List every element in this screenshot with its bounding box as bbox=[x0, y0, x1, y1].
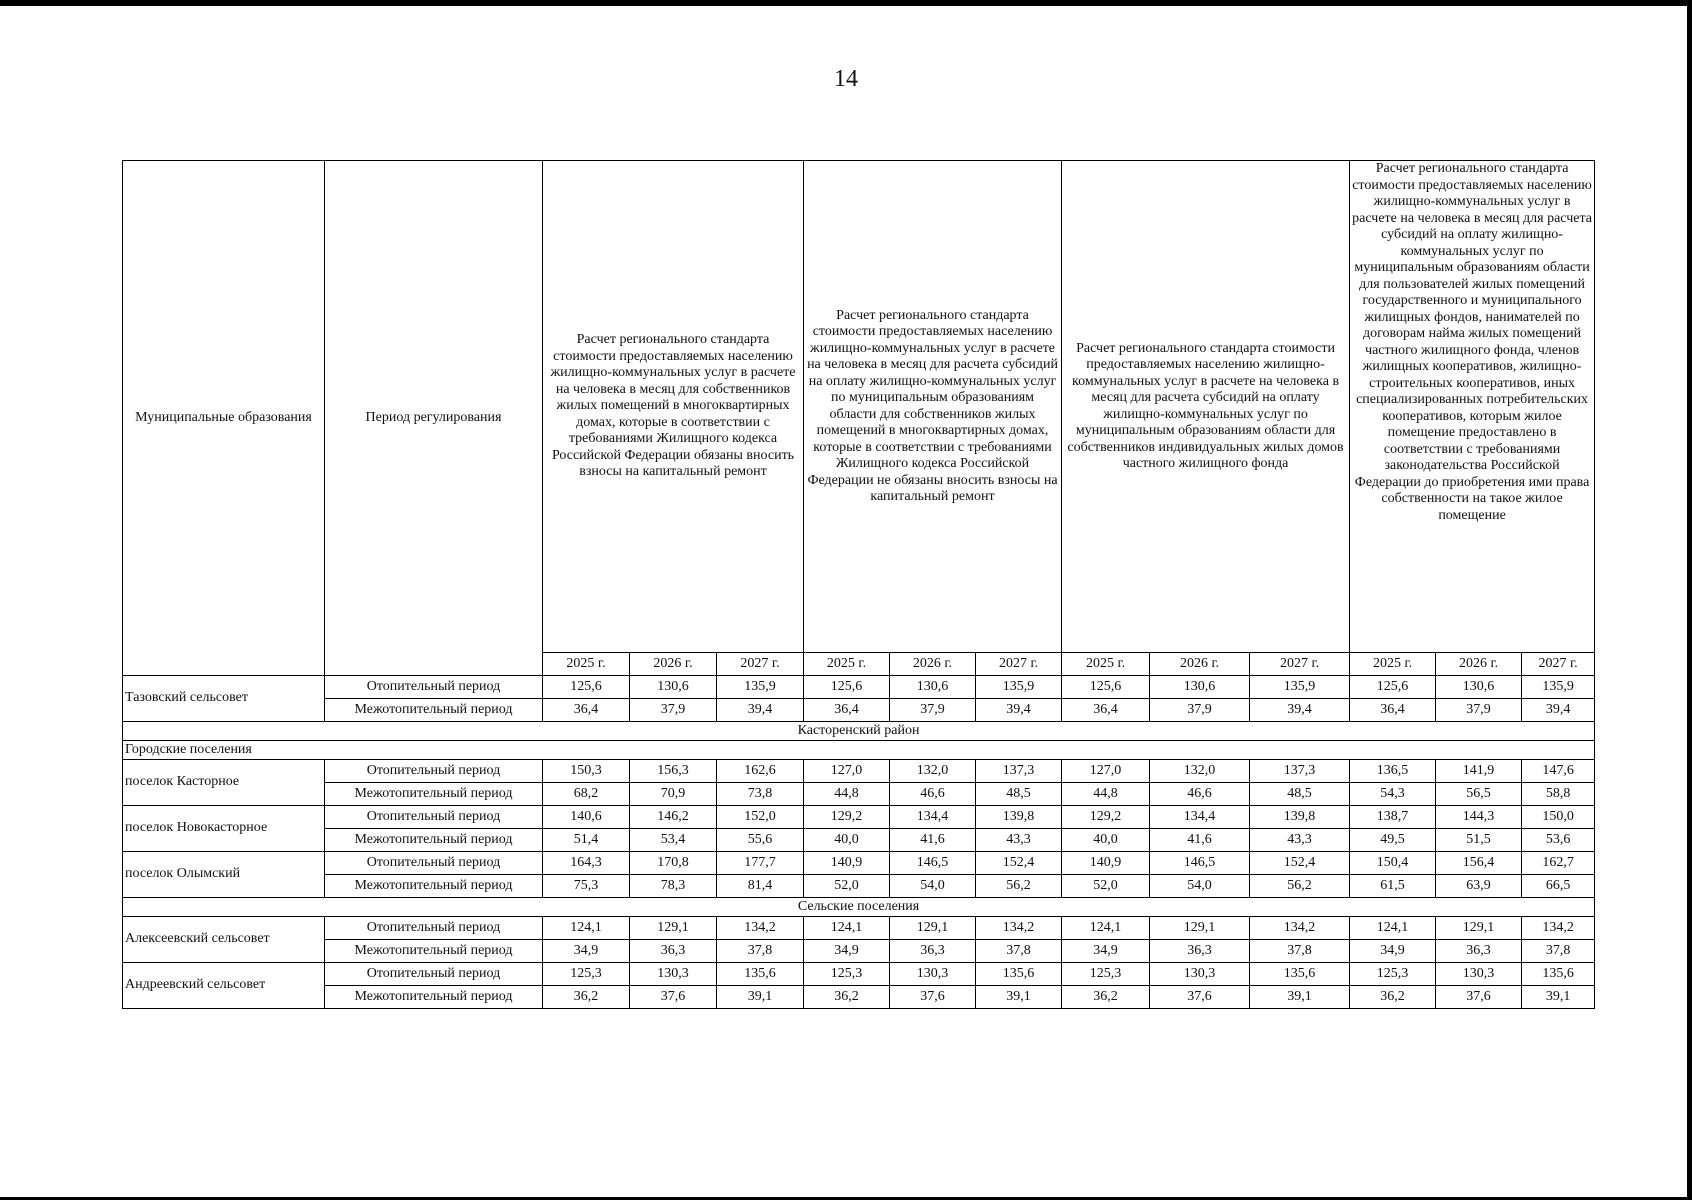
value-cell: 58,8 bbox=[1522, 783, 1595, 806]
value-cell: 39,4 bbox=[976, 699, 1062, 722]
municipality-name: поселок Олымский bbox=[123, 852, 325, 898]
table-row bbox=[123, 986, 1595, 1009]
district-label: Сельские поселения bbox=[123, 898, 1595, 917]
section-row bbox=[123, 741, 1595, 760]
value-cell: 52,0 bbox=[1062, 875, 1150, 898]
header-group-1: Расчет регионального стандарта стоимости предоставляемых населению жилищно-коммунальных услуг в расчете на человека в месяц для собственников жилых помещений в многоквартирных домах, которые в соответствии с требованиями Жилищного кодекса Российской Федерации обязаны вносить взносы на капитальный ремонт bbox=[543, 161, 804, 653]
year-header: 2027 г. bbox=[976, 653, 1062, 676]
value-cell: 39,1 bbox=[717, 986, 804, 1009]
value-cell: 134,4 bbox=[1150, 806, 1250, 829]
value-cell: 162,6 bbox=[717, 760, 804, 783]
period-label: Отопительный период bbox=[325, 676, 543, 699]
value-cell: 129,1 bbox=[1150, 917, 1250, 940]
value-cell: 132,0 bbox=[890, 760, 976, 783]
header-group-4: Расчет регионального стандарта стоимости предоставляемых населению жилищно-коммунальных услуг в расчете на человека в месяц для расчета субсидий на оплату жилищно-коммунальных услуг по муниципальным образованиям области для пользователей жилых помещений государственного и муниципального жилищных фондов, нанимателей по договорам найма жилых помещений частного жилищного фонда, членов жилищных кооперативов, жилищно-строительных кооперативов, иных специализированных потребительских кооперативов, которым жилое помещение предоставлено в соответствии с требованиями законодательства Российской Федерации до приобретения ими права собственности на такое жилое помещение bbox=[1350, 161, 1595, 653]
value-cell: 34,9 bbox=[1350, 940, 1436, 963]
year-header: 2025 г. bbox=[543, 653, 630, 676]
value-cell: 39,4 bbox=[1522, 699, 1595, 722]
value-cell: 34,9 bbox=[804, 940, 890, 963]
value-cell: 68,2 bbox=[543, 783, 630, 806]
table-row bbox=[123, 852, 1595, 875]
value-cell: 75,3 bbox=[543, 875, 630, 898]
value-cell: 46,6 bbox=[1150, 783, 1250, 806]
scan-right-border bbox=[1687, 0, 1692, 1200]
value-cell: 39,4 bbox=[717, 699, 804, 722]
value-cell: 43,3 bbox=[976, 829, 1062, 852]
value-cell: 139,8 bbox=[1250, 806, 1350, 829]
value-cell: 37,6 bbox=[890, 986, 976, 1009]
value-cell: 134,2 bbox=[717, 917, 804, 940]
value-cell: 132,0 bbox=[1150, 760, 1250, 783]
value-cell: 36,4 bbox=[1062, 699, 1150, 722]
period-label: Отопительный период bbox=[325, 760, 543, 783]
value-cell: 78,3 bbox=[630, 875, 717, 898]
value-cell: 177,7 bbox=[717, 852, 804, 875]
district-label: Касторенский район bbox=[123, 722, 1595, 741]
value-cell: 135,6 bbox=[1250, 963, 1350, 986]
value-cell: 136,5 bbox=[1350, 760, 1436, 783]
value-cell: 55,6 bbox=[717, 829, 804, 852]
value-cell: 36,4 bbox=[804, 699, 890, 722]
value-cell: 140,9 bbox=[1062, 852, 1150, 875]
value-cell: 41,6 bbox=[1150, 829, 1250, 852]
value-cell: 37,6 bbox=[1150, 986, 1250, 1009]
value-cell: 44,8 bbox=[1062, 783, 1150, 806]
value-cell: 137,3 bbox=[1250, 760, 1350, 783]
value-cell: 150,3 bbox=[543, 760, 630, 783]
year-header: 2025 г. bbox=[1350, 653, 1436, 676]
year-header: 2027 г. bbox=[1250, 653, 1350, 676]
value-cell: 130,3 bbox=[1436, 963, 1522, 986]
value-cell: 140,6 bbox=[543, 806, 630, 829]
period-label: Межотопительный период bbox=[325, 875, 543, 898]
period-label: Межотопительный период bbox=[325, 940, 543, 963]
value-cell: 146,5 bbox=[1150, 852, 1250, 875]
value-cell: 39,1 bbox=[1250, 986, 1350, 1009]
table-body bbox=[123, 676, 1595, 1009]
period-label: Межотопительный период bbox=[325, 699, 543, 722]
value-cell: 135,6 bbox=[1522, 963, 1595, 986]
value-cell: 36,2 bbox=[543, 986, 630, 1009]
value-cell: 36,2 bbox=[804, 986, 890, 1009]
value-cell: 36,3 bbox=[1436, 940, 1522, 963]
value-cell: 46,6 bbox=[890, 783, 976, 806]
period-label: Отопительный период bbox=[325, 806, 543, 829]
value-cell: 37,8 bbox=[1522, 940, 1595, 963]
value-cell: 130,3 bbox=[630, 963, 717, 986]
municipality-name: Андреевский сельсовет bbox=[123, 963, 325, 1009]
municipality-name: Алексеевский сельсовет bbox=[123, 917, 325, 963]
value-cell: 129,1 bbox=[1436, 917, 1522, 940]
value-cell: 41,6 bbox=[890, 829, 976, 852]
value-cell: 146,5 bbox=[890, 852, 976, 875]
value-cell: 134,4 bbox=[890, 806, 976, 829]
value-cell: 39,1 bbox=[976, 986, 1062, 1009]
value-cell: 56,2 bbox=[1250, 875, 1350, 898]
year-header: 2025 г. bbox=[1062, 653, 1150, 676]
header-municipality: Муниципальные образования bbox=[123, 161, 325, 676]
value-cell: 70,9 bbox=[630, 783, 717, 806]
period-label: Межотопительный период bbox=[325, 986, 543, 1009]
value-cell: 37,8 bbox=[1250, 940, 1350, 963]
table-row bbox=[123, 676, 1595, 699]
value-cell: 34,9 bbox=[1062, 940, 1150, 963]
value-cell: 125,6 bbox=[1350, 676, 1436, 699]
value-cell: 152,4 bbox=[1250, 852, 1350, 875]
value-cell: 135,9 bbox=[717, 676, 804, 699]
value-cell: 164,3 bbox=[543, 852, 630, 875]
value-cell: 124,1 bbox=[1350, 917, 1436, 940]
value-cell: 37,6 bbox=[630, 986, 717, 1009]
value-cell: 162,7 bbox=[1522, 852, 1595, 875]
table-row bbox=[123, 783, 1595, 806]
value-cell: 53,6 bbox=[1522, 829, 1595, 852]
value-cell: 40,0 bbox=[804, 829, 890, 852]
value-cell: 39,4 bbox=[1250, 699, 1350, 722]
value-cell: 54,0 bbox=[1150, 875, 1250, 898]
value-cell: 152,0 bbox=[717, 806, 804, 829]
value-cell: 56,2 bbox=[976, 875, 1062, 898]
scan-top-border bbox=[0, 0, 1692, 6]
value-cell: 130,3 bbox=[890, 963, 976, 986]
value-cell: 134,2 bbox=[1522, 917, 1595, 940]
value-cell: 140,9 bbox=[804, 852, 890, 875]
value-cell: 37,8 bbox=[976, 940, 1062, 963]
year-header: 2025 г. bbox=[804, 653, 890, 676]
value-cell: 44,8 bbox=[804, 783, 890, 806]
value-cell: 36,3 bbox=[1150, 940, 1250, 963]
value-cell: 52,0 bbox=[804, 875, 890, 898]
year-header: 2026 г. bbox=[890, 653, 976, 676]
period-label: Отопительный период bbox=[325, 852, 543, 875]
value-cell: 36,2 bbox=[1350, 986, 1436, 1009]
value-cell: 49,5 bbox=[1350, 829, 1436, 852]
value-cell: 37,9 bbox=[1150, 699, 1250, 722]
value-cell: 124,1 bbox=[804, 917, 890, 940]
value-cell: 134,2 bbox=[976, 917, 1062, 940]
value-cell: 56,5 bbox=[1436, 783, 1522, 806]
table-row bbox=[123, 829, 1595, 852]
year-header: 2026 г. bbox=[630, 653, 717, 676]
value-cell: 37,9 bbox=[1436, 699, 1522, 722]
value-cell: 51,5 bbox=[1436, 829, 1522, 852]
value-cell: 125,3 bbox=[1062, 963, 1150, 986]
value-cell: 130,6 bbox=[630, 676, 717, 699]
value-cell: 135,6 bbox=[717, 963, 804, 986]
header-group-2: Расчет регионального стандарта стоимости предоставляемых населению жилищно-коммунальных услуг в расчете на человека в месяц для расчета субсидий на оплату жилищно-коммунальных услуг по муниципальным образованиям области для собственников жилых помещений в многоквартирных домах, которые в соответствии с требованиями Жилищного кодекса Российской Федерации не обязаны вносить взносы на капитальный ремонт bbox=[804, 161, 1062, 653]
section-label: Городские поселения bbox=[123, 741, 1595, 760]
value-cell: 36,2 bbox=[1062, 986, 1150, 1009]
value-cell: 63,9 bbox=[1436, 875, 1522, 898]
value-cell: 43,3 bbox=[1250, 829, 1350, 852]
value-cell: 36,3 bbox=[630, 940, 717, 963]
district-row bbox=[123, 722, 1595, 741]
value-cell: 36,4 bbox=[1350, 699, 1436, 722]
value-cell: 125,6 bbox=[1062, 676, 1150, 699]
value-cell: 125,3 bbox=[1350, 963, 1436, 986]
value-cell: 54,3 bbox=[1350, 783, 1436, 806]
year-header: 2027 г. bbox=[717, 653, 804, 676]
table-row bbox=[123, 760, 1595, 783]
value-cell: 37,9 bbox=[890, 699, 976, 722]
year-header: 2026 г. bbox=[1150, 653, 1250, 676]
value-cell: 130,6 bbox=[890, 676, 976, 699]
value-cell: 53,4 bbox=[630, 829, 717, 852]
value-cell: 34,9 bbox=[543, 940, 630, 963]
value-cell: 147,6 bbox=[1522, 760, 1595, 783]
district-row bbox=[123, 898, 1595, 917]
period-label: Межотопительный период bbox=[325, 829, 543, 852]
value-cell: 138,7 bbox=[1350, 806, 1436, 829]
value-cell: 135,9 bbox=[1250, 676, 1350, 699]
period-label: Отопительный период bbox=[325, 963, 543, 986]
value-cell: 124,1 bbox=[543, 917, 630, 940]
table-row bbox=[123, 875, 1595, 898]
value-cell: 125,3 bbox=[543, 963, 630, 986]
value-cell: 135,9 bbox=[1522, 676, 1595, 699]
value-cell: 152,4 bbox=[976, 852, 1062, 875]
value-cell: 129,2 bbox=[804, 806, 890, 829]
municipality-name: поселок Касторное bbox=[123, 760, 325, 806]
value-cell: 130,6 bbox=[1436, 676, 1522, 699]
value-cell: 54,0 bbox=[890, 875, 976, 898]
table-row bbox=[123, 917, 1595, 940]
value-cell: 37,8 bbox=[717, 940, 804, 963]
header-period: Период регулирования bbox=[325, 161, 543, 676]
value-cell: 37,9 bbox=[630, 699, 717, 722]
period-label: Межотопительный период bbox=[325, 783, 543, 806]
municipality-name: Тазовский сельсовет bbox=[123, 676, 325, 722]
municipality-name: поселок Новокасторное bbox=[123, 806, 325, 852]
value-cell: 135,6 bbox=[976, 963, 1062, 986]
value-cell: 37,6 bbox=[1436, 986, 1522, 1009]
value-cell: 129,1 bbox=[890, 917, 976, 940]
value-cell: 139,8 bbox=[976, 806, 1062, 829]
value-cell: 156,3 bbox=[630, 760, 717, 783]
value-cell: 36,3 bbox=[890, 940, 976, 963]
value-cell: 51,4 bbox=[543, 829, 630, 852]
value-cell: 125,6 bbox=[804, 676, 890, 699]
value-cell: 129,1 bbox=[630, 917, 717, 940]
value-cell: 129,2 bbox=[1062, 806, 1150, 829]
tariff-table bbox=[122, 160, 1595, 1009]
value-cell: 170,8 bbox=[630, 852, 717, 875]
table-row bbox=[123, 940, 1595, 963]
value-cell: 130,6 bbox=[1150, 676, 1250, 699]
header-group-3: Расчет регионального стандарта стоимости предоставляемых населению жилищно-коммунальных услуг в расчете на человека в месяц для расчета субсидий на оплату жилищно-коммунальных услуг по муниципальным образованиям области для собственников индивидуальных жилых домов частного жилищного фонда bbox=[1062, 161, 1350, 653]
value-cell: 61,5 bbox=[1350, 875, 1436, 898]
value-cell: 39,1 bbox=[1522, 986, 1595, 1009]
value-cell: 127,0 bbox=[1062, 760, 1150, 783]
value-cell: 156,4 bbox=[1436, 852, 1522, 875]
value-cell: 134,2 bbox=[1250, 917, 1350, 940]
table-row bbox=[123, 699, 1595, 722]
value-cell: 40,0 bbox=[1062, 829, 1150, 852]
value-cell: 141,9 bbox=[1436, 760, 1522, 783]
value-cell: 150,4 bbox=[1350, 852, 1436, 875]
value-cell: 130,3 bbox=[1150, 963, 1250, 986]
value-cell: 125,6 bbox=[543, 676, 630, 699]
value-cell: 124,1 bbox=[1062, 917, 1150, 940]
value-cell: 66,5 bbox=[1522, 875, 1595, 898]
value-cell: 150,0 bbox=[1522, 806, 1595, 829]
value-cell: 137,3 bbox=[976, 760, 1062, 783]
year-header: 2026 г. bbox=[1436, 653, 1522, 676]
value-cell: 48,5 bbox=[976, 783, 1062, 806]
table-row bbox=[123, 806, 1595, 829]
period-label: Отопительный период bbox=[325, 917, 543, 940]
value-cell: 127,0 bbox=[804, 760, 890, 783]
value-cell: 135,9 bbox=[976, 676, 1062, 699]
value-cell: 144,3 bbox=[1436, 806, 1522, 829]
value-cell: 81,4 bbox=[717, 875, 804, 898]
value-cell: 125,3 bbox=[804, 963, 890, 986]
value-cell: 48,5 bbox=[1250, 783, 1350, 806]
value-cell: 146,2 bbox=[630, 806, 717, 829]
year-header: 2027 г. bbox=[1522, 653, 1595, 676]
value-cell: 36,4 bbox=[543, 699, 630, 722]
page-number: 14 bbox=[834, 66, 858, 92]
table-row bbox=[123, 963, 1595, 986]
value-cell: 73,8 bbox=[717, 783, 804, 806]
